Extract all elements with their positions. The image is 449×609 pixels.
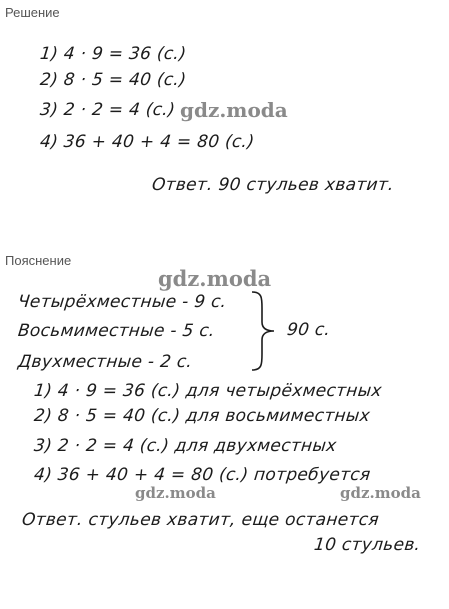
solution-line-2: 2) 8 · 5 = 40 (с.) (38, 70, 188, 90)
solution-line-1: 1) 4 · 9 = 36 (с.) (38, 44, 188, 64)
explanation-line-3: 3) 2 · 2 = 4 (с.) для двухместных (32, 436, 338, 456)
solution-line-3: 3) 2 · 2 = 4 (с.) (38, 100, 177, 120)
solution-line-4: 4) 36 + 40 + 4 = 80 (с.) (38, 132, 256, 152)
explanation-item-2: Восьмиместные - 5 с. (16, 321, 216, 341)
explanation-line-4: 4) 36 + 40 + 4 = 80 (с.) потребуется (32, 465, 372, 485)
explanation-answer-line-2: 10 стульев. (312, 535, 422, 555)
explanation-line-2: 2) 8 · 5 = 40 (с.) для восьмиместных (32, 406, 372, 426)
solution-header: Решение (5, 5, 60, 20)
solution-answer: Ответ. 90 стульев хватит. (150, 175, 395, 195)
explanation-item-3: Двухместные - 2 с. (16, 352, 194, 372)
watermark: gdz.moda (135, 484, 216, 502)
watermark: gdz.moda (340, 484, 421, 502)
watermark: gdz.moda (158, 266, 272, 291)
explanation-item-1: Четырёхместные - 9 с. (16, 292, 228, 312)
explanation-header: Пояснение (5, 253, 72, 268)
explanation-answer-line-1: Ответ. стульев хватит, еще останется (20, 510, 381, 530)
explanation-total: 90 с. (285, 320, 332, 340)
watermark: gdz.moda (180, 98, 288, 122)
brace-icon (248, 290, 278, 372)
explanation-line-1: 1) 4 · 9 = 36 (с.) для четырёхместных (32, 381, 383, 401)
